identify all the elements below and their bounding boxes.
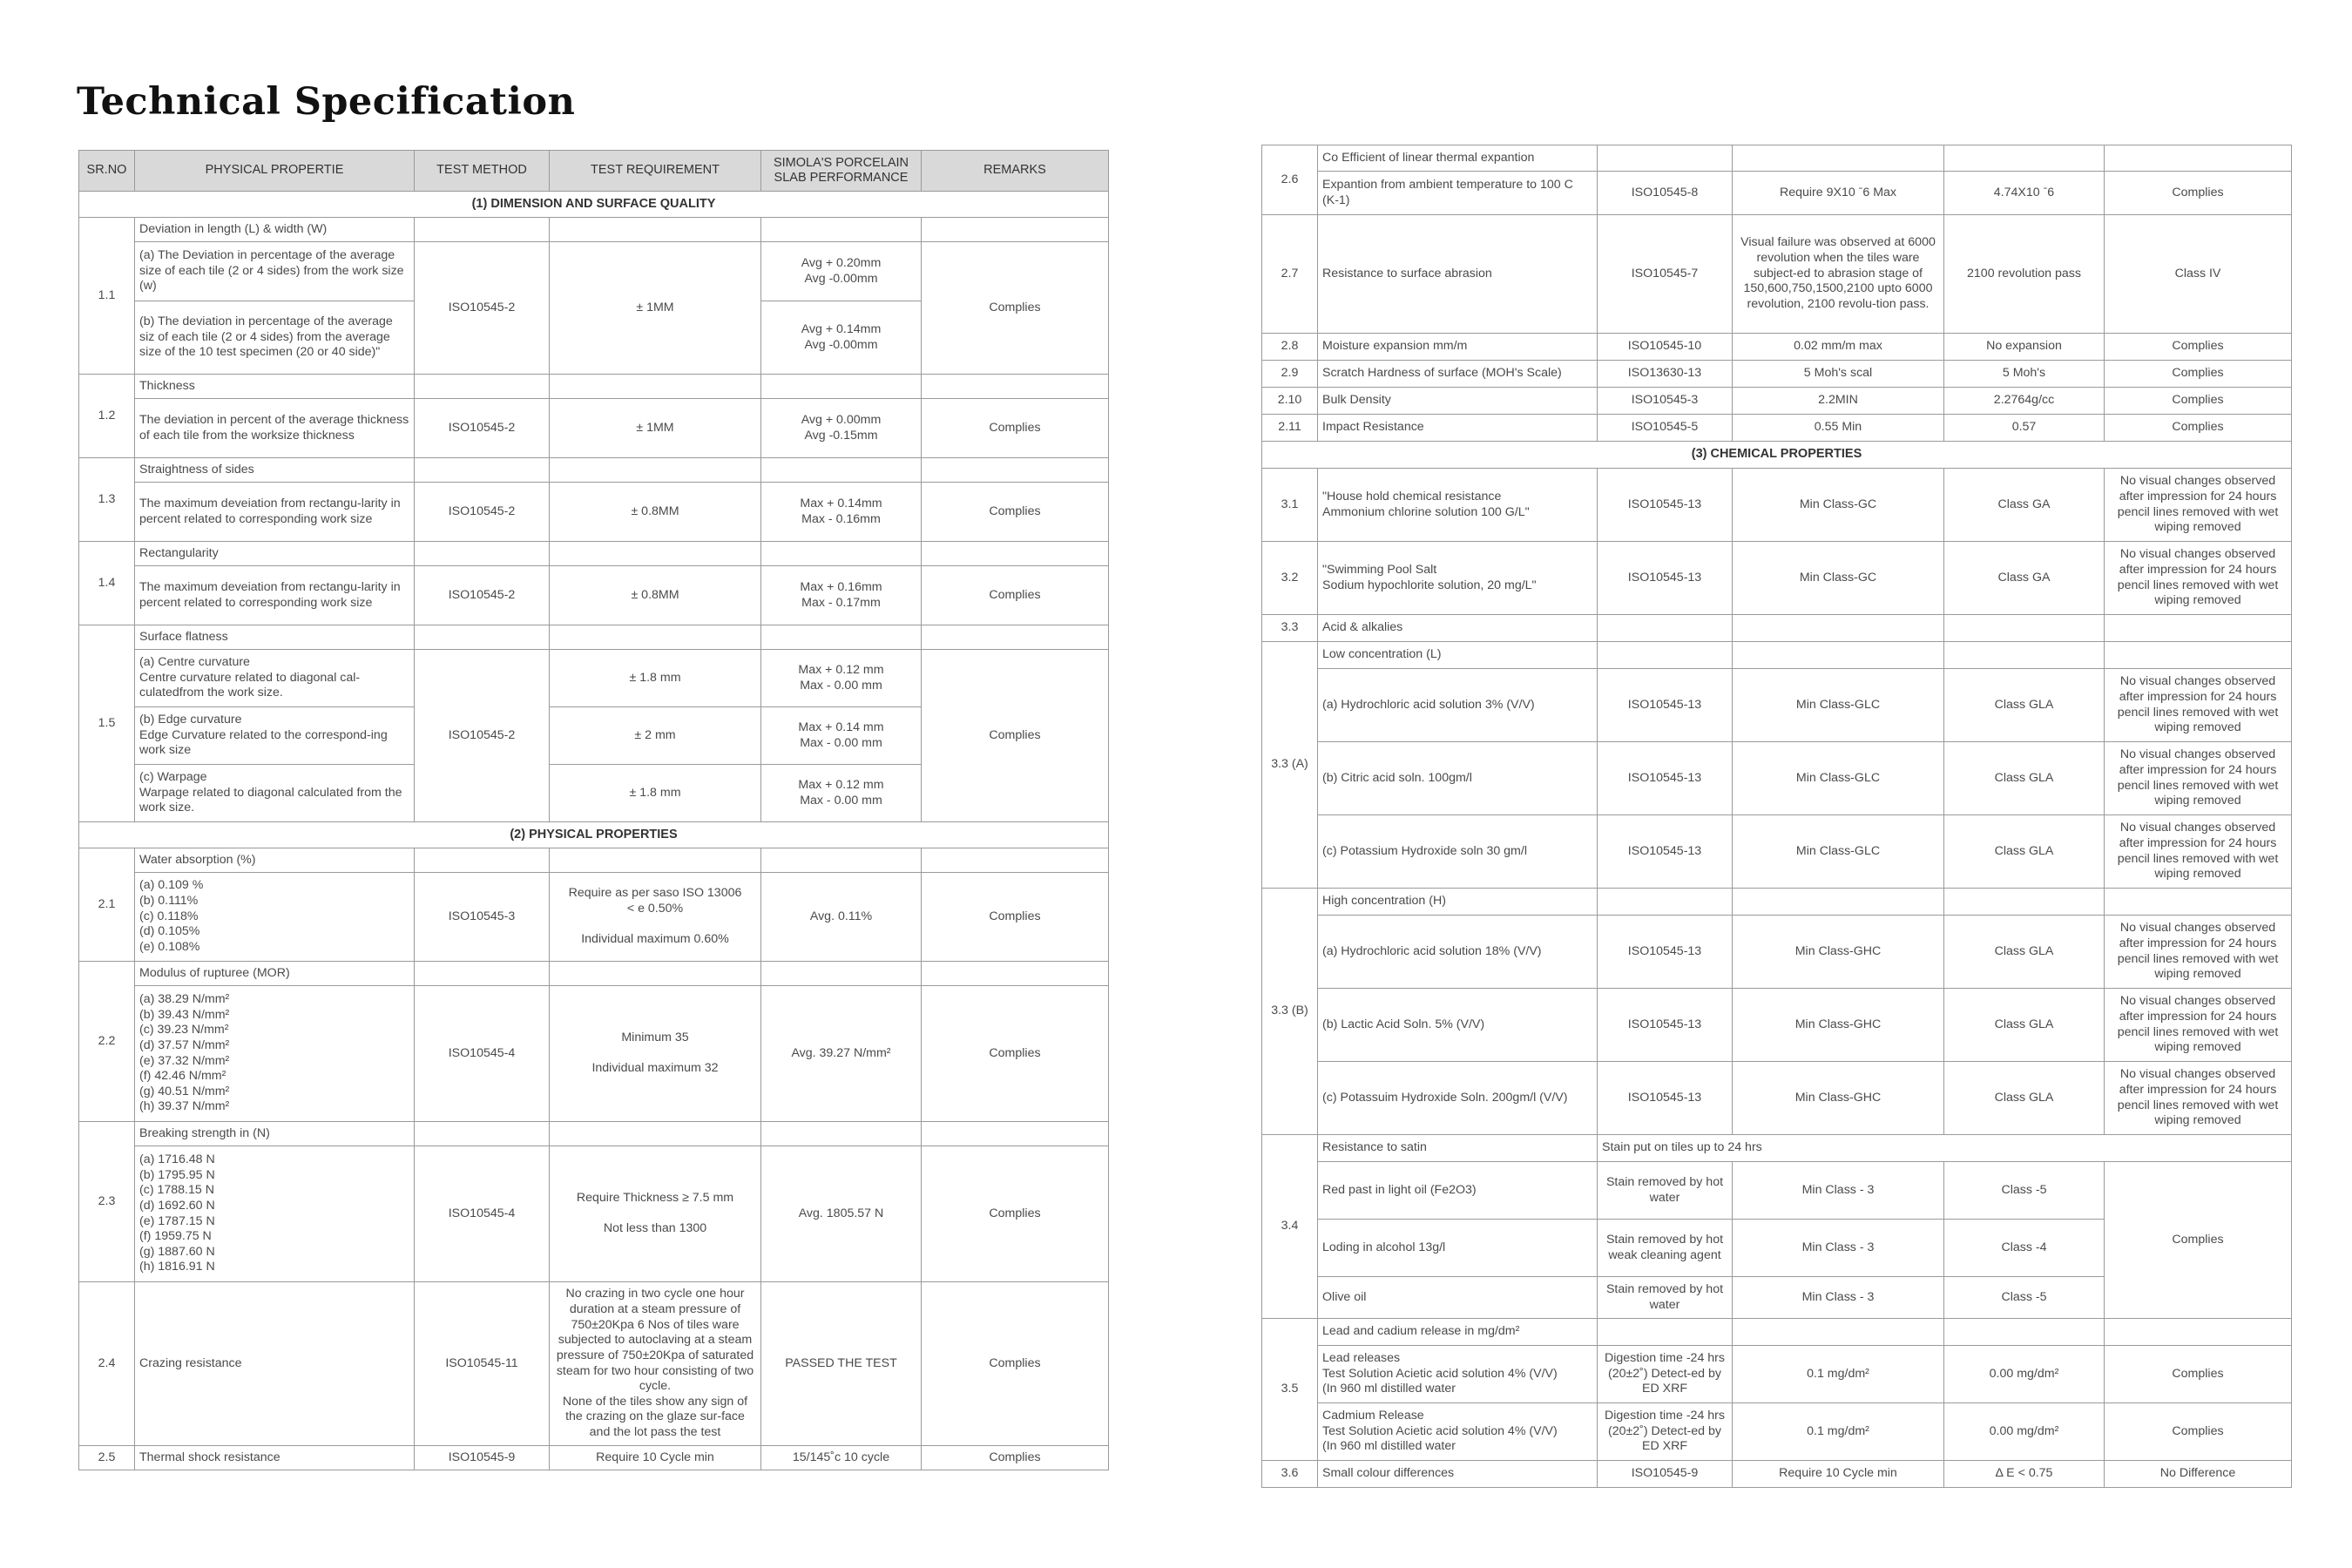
sr-cell: 2.3 bbox=[79, 1122, 135, 1282]
method-cell: ISO10545-2 bbox=[415, 566, 550, 625]
remarks-cell: Complies bbox=[922, 566, 1109, 625]
table-row bbox=[1262, 1135, 2292, 1162]
sr-cell: 3.3 (A) bbox=[1262, 642, 1318, 889]
table-row bbox=[1262, 989, 2292, 1062]
method-cell: ISO10545-3 bbox=[415, 873, 550, 962]
sr-cell: 2.9 bbox=[1262, 361, 1318, 388]
section-row bbox=[79, 192, 1109, 218]
table-row bbox=[79, 218, 1109, 242]
table-row bbox=[1262, 415, 2292, 442]
performance-cell: Class -5 bbox=[1944, 1162, 2105, 1220]
remarks-cell: Complies bbox=[2105, 361, 2292, 388]
remarks-cell: Complies bbox=[922, 483, 1109, 542]
table-row bbox=[1262, 172, 2292, 215]
property-cell: Scratch Hardness of surface (MOH's Scale) bbox=[1318, 361, 1598, 388]
requirement-cell: 0.1 mg/dm² bbox=[1733, 1346, 1944, 1403]
requirement-cell: 0.55 Min bbox=[1733, 415, 1944, 442]
requirement-cell: Min Class-GHC bbox=[1733, 916, 1944, 989]
table-row bbox=[1262, 642, 2292, 669]
property-cell: Olive oil bbox=[1318, 1277, 1598, 1319]
property-cell: Moisture expansion mm/m bbox=[1318, 334, 1598, 361]
table-row bbox=[1262, 669, 2292, 742]
sr-cell: 1.3 bbox=[79, 458, 135, 542]
property-cell: Resistance to satin bbox=[1318, 1135, 1598, 1162]
requirement-cell: ± 1MM bbox=[550, 399, 761, 458]
requirement-cell: Min Class-GLC bbox=[1733, 669, 1944, 742]
remarks-cell: Complies bbox=[2105, 415, 2292, 442]
section-row bbox=[79, 822, 1109, 848]
method-cell: ISO10545-13 bbox=[1598, 916, 1733, 989]
sr-cell: 3.3 bbox=[1262, 615, 1318, 642]
requirement-cell: Require 9X10 ˉ6 Max bbox=[1733, 172, 1944, 215]
table-row bbox=[79, 242, 1109, 301]
method-cell: ISO10545-13 bbox=[1598, 542, 1733, 615]
property-cell: Straightness of sides bbox=[135, 458, 415, 483]
performance-cell: Max + 0.12 mm Max - 0.00 mm bbox=[761, 765, 922, 822]
property-cell: Red past in light oil (Fe2O3) bbox=[1318, 1162, 1598, 1220]
property-cell: "House hold chemical resistance Ammonium chlorine solution 100 G/L" bbox=[1318, 469, 1598, 542]
spec-table-left bbox=[78, 150, 1109, 1470]
property-cell: Modulus of rupturee (MOR) bbox=[135, 962, 415, 986]
sr-cell: 2.1 bbox=[79, 848, 135, 962]
requirement-cell: Min Class - 3 bbox=[1733, 1277, 1944, 1319]
table-row bbox=[1262, 388, 2292, 415]
method-cell: ISO10545-13 bbox=[1598, 989, 1733, 1062]
header-performance: SIMOLA'S PORCELAIN SLAB PERFORMANCE bbox=[761, 151, 922, 192]
remarks-cell: Complies bbox=[922, 399, 1109, 458]
sr-cell: 1.2 bbox=[79, 375, 135, 458]
performance-cell: Class -5 bbox=[1944, 1277, 2105, 1319]
property-cell: Surface flatness bbox=[135, 625, 415, 650]
requirement-cell: Require as per saso ISO 13006 < e 0.50% Individual maximum 0.60% bbox=[550, 873, 761, 962]
property-cell: "Swimming Pool Salt Sodium hypochlorite solution, 20 mg/L" bbox=[1318, 542, 1598, 615]
method-cell: Stain removed by hot water bbox=[1598, 1162, 1733, 1220]
performance-cell: No expansion bbox=[1944, 334, 2105, 361]
requirement-cell: 0.02 mm/m max bbox=[1733, 334, 1944, 361]
property-cell: Expantion from ambient temperature to 100 C (K-1) bbox=[1318, 172, 1598, 215]
method-cell: ISO13630-13 bbox=[1598, 361, 1733, 388]
remarks-cell: Complies bbox=[2105, 1346, 2292, 1403]
performance-cell: Class -4 bbox=[1944, 1220, 2105, 1277]
property-cell: (c) Potassium Hydroxide soln 30 gm/l bbox=[1318, 815, 1598, 889]
property-cell: Acid & alkalies bbox=[1318, 615, 1598, 642]
method-cell: ISO10545-13 bbox=[1598, 815, 1733, 889]
property-cell: (b) Lactic Acid Soln. 5% (V/V) bbox=[1318, 989, 1598, 1062]
property-cell: (a) Centre curvature Centre curvature related to diagonal cal-culatedfrom the work size. bbox=[135, 650, 415, 707]
requirement-cell: Min Class-GC bbox=[1733, 542, 1944, 615]
method-cell: ISO10545-4 bbox=[415, 986, 550, 1122]
property-cell: Water absorption (%) bbox=[135, 848, 415, 873]
requirement-cell: 0.1 mg/dm² bbox=[1733, 1403, 1944, 1461]
performance-cell: Avg. 39.27 N/mm² bbox=[761, 986, 922, 1122]
table-row bbox=[79, 986, 1109, 1122]
method-cell: ISO10545-9 bbox=[1598, 1461, 1733, 1488]
performance-cell: Δ E < 0.75 bbox=[1944, 1461, 2105, 1488]
sr-cell: 2.7 bbox=[1262, 215, 1318, 334]
requirement-cell: Min Class-GC bbox=[1733, 469, 1944, 542]
table-row bbox=[1262, 1403, 2292, 1461]
section-row bbox=[1262, 442, 2292, 469]
requirement-cell: Min Class-GLC bbox=[1733, 815, 1944, 889]
table-row bbox=[79, 483, 1109, 542]
performance-cell: Class GLA bbox=[1944, 669, 2105, 742]
sr-cell: 1.5 bbox=[79, 625, 135, 822]
sr-cell: 1.4 bbox=[79, 542, 135, 625]
requirement-cell: ± 0.8MM bbox=[550, 566, 761, 625]
sr-cell: 3.1 bbox=[1262, 469, 1318, 542]
sr-cell: 3.4 bbox=[1262, 1135, 1318, 1319]
performance-cell: Class GA bbox=[1944, 469, 2105, 542]
table-row bbox=[1262, 1319, 2292, 1346]
requirement-cell: Require 10 Cycle min bbox=[1733, 1461, 1944, 1488]
table-row bbox=[79, 625, 1109, 650]
performance-cell: Max + 0.14 mm Max - 0.00 mm bbox=[761, 707, 922, 765]
performance-cell: 2.2764g/cc bbox=[1944, 388, 2105, 415]
performance-cell: 0.00 mg/dm² bbox=[1944, 1346, 2105, 1403]
remarks-cell: Complies bbox=[2105, 1162, 2292, 1319]
table-row bbox=[79, 650, 1109, 707]
property-cell: The deviation in percent of the average thickness of each tile from the worksize thickness bbox=[135, 399, 415, 458]
method-cell: ISO10545-9 bbox=[415, 1446, 550, 1470]
performance-cell: 5 Moh's bbox=[1944, 361, 2105, 388]
requirement-cell: ± 0.8MM bbox=[550, 483, 761, 542]
property-cell: High concentration (H) bbox=[1318, 889, 1598, 916]
table-row bbox=[1262, 889, 2292, 916]
remarks-cell: No visual changes observed after impression for 24 hours pencil lines removed with wet wiping removed bbox=[2105, 469, 2292, 542]
remarks-cell: No visual changes observed after impression for 24 hours pencil lines removed with wet wiping removed bbox=[2105, 669, 2292, 742]
sr-cell: 2.6 bbox=[1262, 145, 1318, 215]
table-row bbox=[1262, 1346, 2292, 1403]
performance-cell: 2100 revolution pass bbox=[1944, 215, 2105, 334]
property-cell: Rectangularity bbox=[135, 542, 415, 566]
table-row bbox=[1262, 1162, 2292, 1220]
property-cell: (b) Edge curvature Edge Curvature related to the correspond-ing work size bbox=[135, 707, 415, 765]
performance-cell: Class GLA bbox=[1944, 815, 2105, 889]
remarks-cell: No visual changes observed after impression for 24 hours pencil lines removed with wet wiping removed bbox=[2105, 742, 2292, 815]
requirement-cell: Min Class - 3 bbox=[1733, 1220, 1944, 1277]
method-cell: ISO10545-13 bbox=[1598, 669, 1733, 742]
remarks-cell: No visual changes observed after impression for 24 hours pencil lines removed with wet wiping removed bbox=[2105, 989, 2292, 1062]
property-cell: Thermal shock resistance bbox=[135, 1446, 415, 1470]
performance-cell: 0.00 mg/dm² bbox=[1944, 1403, 2105, 1461]
performance-cell: Class GLA bbox=[1944, 989, 2105, 1062]
sr-cell: 2.11 bbox=[1262, 415, 1318, 442]
header-test-requirement: TEST REQUIREMENT bbox=[550, 151, 761, 192]
sr-cell: 2.5 bbox=[79, 1446, 135, 1470]
table-row bbox=[1262, 145, 2292, 172]
property-cell: Bulk Density bbox=[1318, 388, 1598, 415]
table-row bbox=[79, 566, 1109, 625]
method-cell: ISO10545-4 bbox=[415, 1146, 550, 1282]
table-row bbox=[79, 458, 1109, 483]
property-cell: Co Efficient of linear thermal expantion bbox=[1318, 145, 1598, 172]
requirement-cell: 2.2MIN bbox=[1733, 388, 1944, 415]
performance-cell: Max + 0.12 mm Max - 0.00 mm bbox=[761, 650, 922, 707]
performance-cell: Max + 0.14mm Max - 0.16mm bbox=[761, 483, 922, 542]
header-remarks: REMARKS bbox=[922, 151, 1109, 192]
table-row bbox=[79, 1146, 1109, 1282]
table-row bbox=[1262, 615, 2292, 642]
property-cell: Lead and cadium release in mg/dm² bbox=[1318, 1319, 1598, 1346]
remarks-cell: Complies bbox=[922, 242, 1109, 375]
remarks-cell: Complies bbox=[2105, 388, 2292, 415]
remarks-cell: Complies bbox=[922, 650, 1109, 822]
sr-cell: 2.2 bbox=[79, 962, 135, 1122]
table-row bbox=[79, 399, 1109, 458]
sr-cell: 2.8 bbox=[1262, 334, 1318, 361]
requirement-cell: Min Class-GLC bbox=[1733, 742, 1944, 815]
property-cell: Loding in alcohol 13g/l bbox=[1318, 1220, 1598, 1277]
table-row bbox=[1262, 542, 2292, 615]
performance-cell: Avg + 0.14mm Avg -0.00mm bbox=[761, 301, 922, 375]
method-cell: ISO10545-10 bbox=[1598, 334, 1733, 361]
section-title: (1) DIMENSION AND SURFACE QUALITY bbox=[79, 192, 1109, 218]
method-cell: ISO10545-2 bbox=[415, 483, 550, 542]
remarks-cell: No visual changes observed after impression for 24 hours pencil lines removed with wet wiping removed bbox=[2105, 542, 2292, 615]
remarks-cell: No visual changes observed after impression for 24 hours pencil lines removed with wet wiping removed bbox=[2105, 916, 2292, 989]
performance-cell: Class GLA bbox=[1944, 916, 2105, 989]
performance-cell: Max + 0.16mm Max - 0.17mm bbox=[761, 566, 922, 625]
method-cell: ISO10545-2 bbox=[415, 242, 550, 375]
requirement-cell: Min Class-GHC bbox=[1733, 1062, 1944, 1135]
performance-cell: Avg. 1805.57 N bbox=[761, 1146, 922, 1282]
property-cell: Breaking strength in (N) bbox=[135, 1122, 415, 1146]
property-cell: (a) Hydrochloric acid solution 3% (V/V) bbox=[1318, 669, 1598, 742]
performance-cell: Class GA bbox=[1944, 542, 2105, 615]
sr-cell: 3.6 bbox=[1262, 1461, 1318, 1488]
property-cell: The maximum deveiation from rectangu-larity in percent related to corresponding work size bbox=[135, 483, 415, 542]
method-cell: ISO10545-2 bbox=[415, 399, 550, 458]
requirement-cell: ± 1.8 mm bbox=[550, 650, 761, 707]
table-row bbox=[1262, 215, 2292, 334]
method-cell: Stain removed by hot water bbox=[1598, 1277, 1733, 1319]
table-row bbox=[79, 1446, 1109, 1470]
remarks-cell: No visual changes observed after impression for 24 hours pencil lines removed with wet wiping removed bbox=[2105, 815, 2292, 889]
remarks-cell: Complies bbox=[2105, 334, 2292, 361]
remarks-cell: Complies bbox=[922, 1446, 1109, 1470]
section-title: (2) PHYSICAL PROPERTIES bbox=[79, 822, 1109, 848]
performance-cell: Avg. 0.11% bbox=[761, 873, 922, 962]
remarks-cell: No visual changes observed after impression for 24 hours pencil lines removed with wet wiping removed bbox=[2105, 1062, 2292, 1135]
header-sr-no: SR.NO bbox=[79, 151, 135, 192]
method-cell: ISO10545-8 bbox=[1598, 172, 1733, 215]
table-row bbox=[1262, 361, 2292, 388]
requirement-cell: Min Class-GHC bbox=[1733, 989, 1944, 1062]
property-cell: Resistance to surface abrasion bbox=[1318, 215, 1598, 334]
remarks-cell: Complies bbox=[922, 873, 1109, 962]
table-row bbox=[79, 1122, 1109, 1146]
table-row bbox=[79, 542, 1109, 566]
table-row bbox=[1262, 469, 2292, 542]
property-cell: Deviation in length (L) & width (W) bbox=[135, 218, 415, 242]
method-cell: Digestion time -24 hrs (20±2˚) Detect-ed by ED XRF bbox=[1598, 1346, 1733, 1403]
requirement-cell: No crazing in two cycle one hour duration at a steam pressure of 750±20Kpa 6 Nos of tiles ware subjected to autoclaving at a steam pressure of 750±20Kpa of saturated steam for two hour consisting of two cycle. None of the tiles show any sign of the crazing on the glaze sur-face and the lot pass the test bbox=[550, 1282, 761, 1446]
remarks-cell: Complies bbox=[2105, 172, 2292, 215]
table-row bbox=[1262, 815, 2292, 889]
section-title: (3) CHEMICAL PROPERTIES bbox=[1262, 442, 2292, 469]
method-cell: ISO10545-3 bbox=[1598, 388, 1733, 415]
property-cell: Lead releases Test Solution Acietic acid solution 4% (V/V) (In 960 ml distilled water bbox=[1318, 1346, 1598, 1403]
page-title: Technical Specification bbox=[77, 80, 576, 124]
remarks-cell: No Difference bbox=[2105, 1461, 2292, 1488]
remarks-cell: Complies bbox=[922, 1282, 1109, 1446]
property-cell: Low concentration (L) bbox=[1318, 642, 1598, 669]
requirement-cell: ± 2 mm bbox=[550, 707, 761, 765]
remarks-cell: Complies bbox=[922, 986, 1109, 1122]
performance-cell: Avg + 0.20mm Avg -0.00mm bbox=[761, 242, 922, 301]
requirement-cell: ± 1.8 mm bbox=[550, 765, 761, 822]
table-row bbox=[1262, 1461, 2292, 1488]
table-row bbox=[79, 873, 1109, 962]
table-row bbox=[1262, 1062, 2292, 1135]
sr-cell: 2.10 bbox=[1262, 388, 1318, 415]
table-row bbox=[79, 375, 1109, 399]
property-cell: Thickness bbox=[135, 375, 415, 399]
table-row bbox=[79, 1282, 1109, 1446]
performance-cell: 0.57 bbox=[1944, 415, 2105, 442]
spec-table-right bbox=[1261, 145, 2292, 1488]
table-row bbox=[1262, 916, 2292, 989]
property-cell: (b) Citric acid soln. 100gm/l bbox=[1318, 742, 1598, 815]
requirement-cell: 5 Moh's scal bbox=[1733, 361, 1944, 388]
method-cell: Stain removed by hot weak cleaning agent bbox=[1598, 1220, 1733, 1277]
header-test-method: TEST METHOD bbox=[415, 151, 550, 192]
property-cell: (a) 0.109 % (b) 0.111% (c) 0.118% (d) 0.105% (e) 0.108% bbox=[135, 873, 415, 962]
note-cell: Stain put on tiles up to 24 hrs bbox=[1598, 1135, 2292, 1162]
performance-cell: Class GLA bbox=[1944, 1062, 2105, 1135]
table-row bbox=[1262, 742, 2292, 815]
property-cell: (c) Potassuim Hydroxide Soln. 200gm/l (V/V) bbox=[1318, 1062, 1598, 1135]
sr-cell: 1.1 bbox=[79, 218, 135, 375]
property-cell: (a) 1716.48 N (b) 1795.95 N (c) 1788.15 N (d) 1692.60 N (e) 1787.15 N (f) 1959.75 N (g) 1887.60 N (h) 1816.91 N bbox=[135, 1146, 415, 1282]
table-row bbox=[79, 962, 1109, 986]
method-cell: ISO10545-7 bbox=[1598, 215, 1733, 334]
method-cell: Digestion time -24 hrs (20±2˚) Detect-ed by ED XRF bbox=[1598, 1403, 1733, 1461]
sr-cell: 3.3 (B) bbox=[1262, 889, 1318, 1135]
property-cell: (c) Warpage Warpage related to diagonal calculated from the work size. bbox=[135, 765, 415, 822]
property-cell: The maximum deveiation from rectangu-larity in percent related to corresponding work size bbox=[135, 566, 415, 625]
performance-cell: 4.74X10 ˉ6 bbox=[1944, 172, 2105, 215]
requirement-cell: Require 10 Cycle min bbox=[550, 1446, 761, 1470]
property-cell: Cadmium Release Test Solution Acietic acid solution 4% (V/V) (In 960 ml distilled water bbox=[1318, 1403, 1598, 1461]
requirement-cell: Min Class - 3 bbox=[1733, 1162, 1944, 1220]
table-header-row bbox=[79, 151, 1109, 192]
property-cell: Impact Resistance bbox=[1318, 415, 1598, 442]
sr-cell: 3.2 bbox=[1262, 542, 1318, 615]
method-cell: ISO10545-13 bbox=[1598, 742, 1733, 815]
remarks-cell: Complies bbox=[2105, 1403, 2292, 1461]
method-cell: ISO10545-11 bbox=[415, 1282, 550, 1446]
performance-cell: Class GLA bbox=[1944, 742, 2105, 815]
sr-cell: 3.5 bbox=[1262, 1319, 1318, 1461]
performance-cell: 15/145˚c 10 cycle bbox=[761, 1446, 922, 1470]
requirement-cell: Require Thickness ≥ 7.5 mm Not less than 1300 bbox=[550, 1146, 761, 1282]
performance-cell: PASSED THE TEST bbox=[761, 1282, 922, 1446]
method-cell: ISO10545-13 bbox=[1598, 469, 1733, 542]
requirement-cell: Minimum 35 Individual maximum 32 bbox=[550, 986, 761, 1122]
method-cell: ISO10545-5 bbox=[1598, 415, 1733, 442]
property-cell: (a) Hydrochloric acid solution 18% (V/V) bbox=[1318, 916, 1598, 989]
table-row bbox=[1262, 334, 2292, 361]
performance-cell: Avg + 0.00mm Avg -0.15mm bbox=[761, 399, 922, 458]
method-cell: ISO10545-2 bbox=[415, 650, 550, 822]
table-row bbox=[79, 848, 1109, 873]
remarks-cell: Complies bbox=[922, 1146, 1109, 1282]
property-cell: (a) The Deviation in percentage of the average size of each tile (2 or 4 sides) from the work size (w) bbox=[135, 242, 415, 301]
remarks-cell: Class IV bbox=[2105, 215, 2292, 334]
method-cell: ISO10545-13 bbox=[1598, 1062, 1733, 1135]
property-cell: (a) 38.29 N/mm² (b) 39.43 N/mm² (c) 39.23 N/mm² (d) 37.57 N/mm² (e) 37.32 N/mm² (f) 42.46 N/mm² (g) 40.51 N/mm² (h) 39.37 N/mm² bbox=[135, 986, 415, 1122]
header-property: PHYSICAL PROPERTIE bbox=[135, 151, 415, 192]
property-cell: Small colour differences bbox=[1318, 1461, 1598, 1488]
property-cell: (b) The deviation in percentage of the average siz of each tile (2 or 4 sides) from the average size of the 10 test specimen (20 or 40 side)" bbox=[135, 301, 415, 375]
requirement-cell: ± 1MM bbox=[550, 242, 761, 375]
property-cell: Crazing resistance bbox=[135, 1282, 415, 1446]
sr-cell: 2.4 bbox=[79, 1282, 135, 1446]
requirement-cell: Visual failure was observed at 6000 revolution when the tiles ware subject-ed to abrasion stage of 150,600,750,1500,2100 upto 6000 revolution, 2100 revolu-tion pass. bbox=[1733, 215, 1944, 334]
